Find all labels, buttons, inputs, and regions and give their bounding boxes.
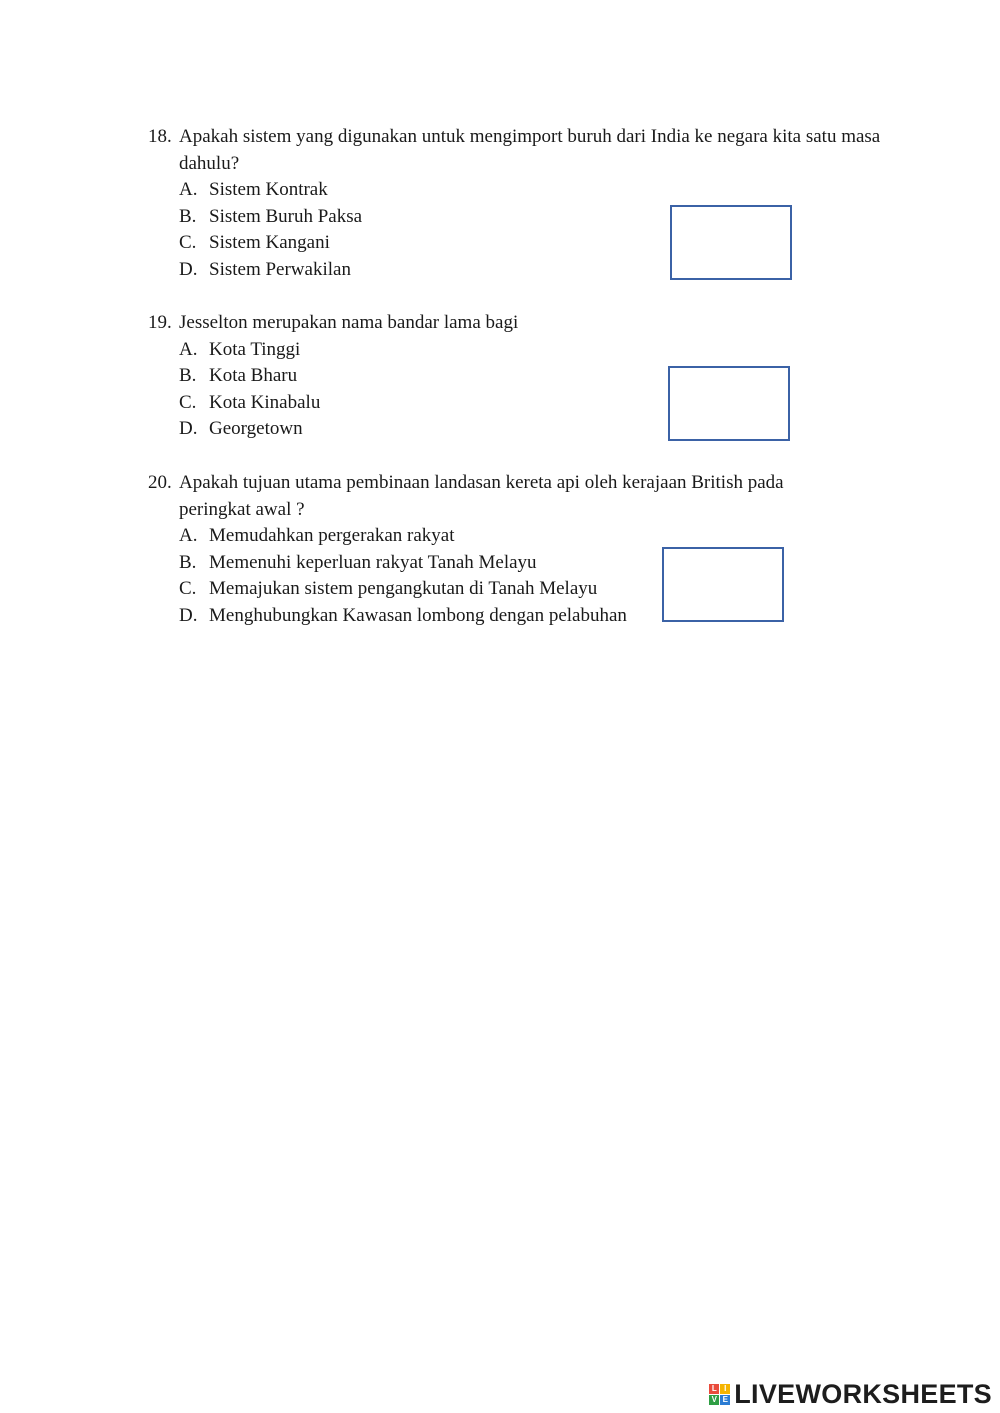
option-b <box>179 363 908 390</box>
logo-mark-icon <box>709 1384 730 1405</box>
logo-mark-l: L <box>709 1384 719 1394</box>
option-text: Kota Kinabalu <box>209 391 321 413</box>
option-text: Sistem Kangani <box>209 232 330 253</box>
option-letter: D. <box>179 604 198 626</box>
option-letter: B. <box>179 551 197 573</box>
option-a <box>179 337 908 364</box>
option-a <box>179 177 908 204</box>
option-letter: B. <box>179 365 197 386</box>
question-19-header <box>148 310 908 337</box>
option-text: Memudahkan pergerakan rakyat <box>209 525 455 546</box>
option-d <box>179 257 908 284</box>
answer-box-20[interactable] <box>662 547 784 622</box>
option-c <box>179 390 908 417</box>
option-text: Memajukan sistem pengangkutan di Tanah Melayu <box>209 578 598 599</box>
question-text: Apakah sistem yang digunakan untuk mengimport buruh dari India ke negara kita satu masa dahulu? <box>179 126 881 174</box>
logo-mark-e: E <box>720 1395 730 1405</box>
liveworksheets-logo <box>709 1378 992 1409</box>
option-text: Sistem Buruh Paksa <box>209 205 363 227</box>
question-19 <box>148 310 908 443</box>
option-text: Memenuhi keperluan rakyat Tanah Melayu <box>209 551 537 573</box>
option-b <box>179 550 908 577</box>
option-letter: C. <box>179 232 197 253</box>
option-text: Sistem Perwakilan <box>209 258 351 280</box>
logo-text: LIVEWORKSHEETS <box>734 1378 992 1409</box>
answer-box-19[interactable] <box>668 366 790 441</box>
option-c <box>179 230 908 257</box>
logo-mark-i: I <box>720 1384 730 1394</box>
option-letter: C. <box>179 578 197 599</box>
option-text: Menghubungkan Kawasan lombong dengan pelabuhan <box>209 604 627 626</box>
question-20-header <box>148 470 908 523</box>
question-number: 18. <box>148 126 172 147</box>
question-18-header <box>148 124 908 177</box>
option-letter: B. <box>179 205 197 227</box>
option-letter: C. <box>179 391 197 413</box>
option-letter: A. <box>179 179 198 200</box>
option-d <box>179 416 908 443</box>
option-text: Sistem Kontrak <box>209 179 328 200</box>
option-letter: D. <box>179 418 198 439</box>
option-letter: A. <box>179 338 198 360</box>
question-number: 20. <box>148 472 172 493</box>
option-c <box>179 576 908 603</box>
answer-box-18[interactable] <box>670 205 792 280</box>
question-number: 19. <box>148 312 172 333</box>
question-text: Apakah tujuan utama pembinaan landasan kereta api oleh kerajaan British pada peringkat awal ? <box>179 472 784 520</box>
option-text: Kota Tinggi <box>209 338 301 360</box>
option-letter: A. <box>179 525 198 546</box>
question-20 <box>148 470 908 629</box>
question-18 <box>148 124 908 283</box>
option-letter: D. <box>179 258 198 280</box>
option-b <box>179 204 908 231</box>
option-text: Georgetown <box>209 418 303 439</box>
logo-mark-v: V <box>709 1395 719 1405</box>
option-d <box>179 603 908 630</box>
option-text: Kota Bharu <box>209 365 298 386</box>
question-text: Jesselton merupakan nama bandar lama bagi <box>179 312 519 333</box>
option-a <box>179 523 908 550</box>
